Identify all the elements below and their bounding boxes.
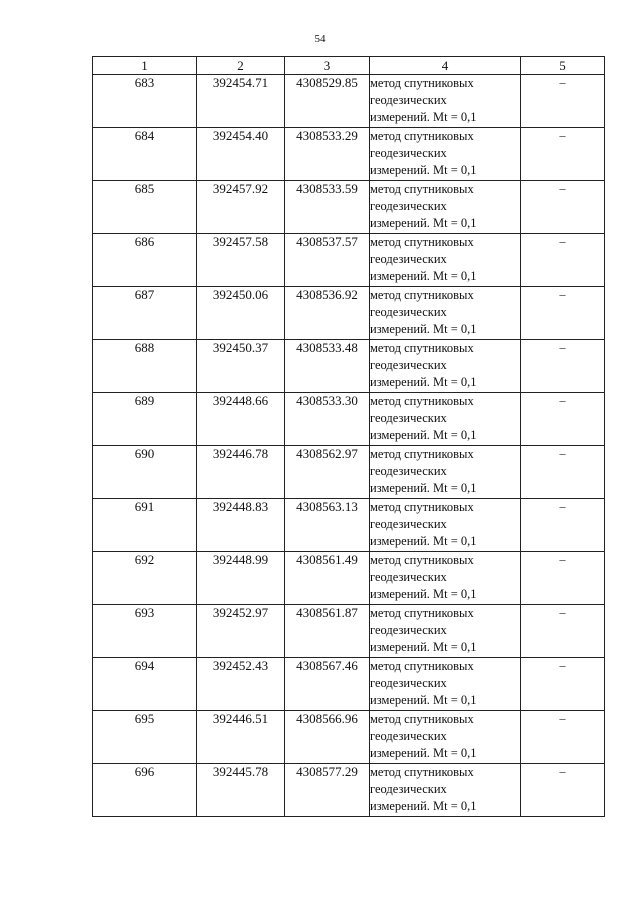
header-col-3: 3	[285, 57, 370, 75]
table-row	[93, 764, 605, 817]
method-cell	[370, 499, 521, 552]
method-cell	[370, 234, 521, 287]
note-cell: –	[521, 764, 605, 817]
method-line: метод спутниковых	[370, 182, 474, 196]
x-coordinate-cell: 392445.78	[197, 764, 285, 817]
method-cell	[370, 711, 521, 764]
y-coordinate-cell: 4308529.85	[285, 75, 370, 128]
note-cell: –	[521, 499, 605, 552]
method-line: метод спутниковых	[370, 500, 474, 514]
page-number: 54	[314, 33, 326, 45]
method-line: метод спутниковых	[370, 235, 474, 249]
y-coordinate-cell: 4308533.29	[285, 128, 370, 181]
table-row	[93, 658, 605, 711]
method-line: метод спутниковых	[370, 288, 474, 302]
method-line: метод спутниковых	[370, 712, 474, 726]
method-cell	[370, 764, 521, 817]
y-coordinate-cell: 4308561.49	[285, 552, 370, 605]
y-coordinate-cell: 4308537.57	[285, 234, 370, 287]
point-number-cell: 689	[93, 393, 197, 446]
method-line: геодезических	[370, 305, 447, 319]
x-coordinate-cell: 392450.37	[197, 340, 285, 393]
note-cell: –	[521, 287, 605, 340]
header-col-2: 2	[197, 57, 285, 75]
method-cell	[370, 340, 521, 393]
method-line: геодезических	[370, 411, 447, 425]
table-row	[93, 128, 605, 181]
note-cell: –	[521, 393, 605, 446]
method-line: геодезических	[370, 464, 447, 478]
method-cell	[370, 658, 521, 711]
table-row	[93, 711, 605, 764]
header-col-4: 4	[370, 57, 521, 75]
table-row	[93, 499, 605, 552]
method-line: измерений. Mt = 0,1	[370, 640, 477, 654]
method-line: геодезических	[370, 570, 447, 584]
x-coordinate-cell: 392448.83	[197, 499, 285, 552]
method-cell	[370, 446, 521, 499]
x-coordinate-cell: 392454.40	[197, 128, 285, 181]
method-line: метод спутниковых	[370, 765, 474, 779]
point-number-cell: 692	[93, 552, 197, 605]
method-line: геодезических	[370, 517, 447, 531]
table-row	[93, 446, 605, 499]
method-line: геодезических	[370, 146, 447, 160]
note-cell: –	[521, 181, 605, 234]
coordinates-table	[92, 56, 605, 817]
method-line: метод спутниковых	[370, 129, 474, 143]
method-line: измерений. Mt = 0,1	[370, 110, 477, 124]
table-row	[93, 552, 605, 605]
method-line: измерений. Mt = 0,1	[370, 322, 477, 336]
method-line: измерений. Mt = 0,1	[370, 746, 477, 760]
note-cell: –	[521, 75, 605, 128]
method-line: метод спутниковых	[370, 341, 474, 355]
table-row	[93, 340, 605, 393]
y-coordinate-cell: 4308567.46	[285, 658, 370, 711]
y-coordinate-cell: 4308577.29	[285, 764, 370, 817]
method-line: геодезических	[370, 93, 447, 107]
point-number-cell: 696	[93, 764, 197, 817]
method-line: измерений. Mt = 0,1	[370, 269, 477, 283]
method-cell	[370, 393, 521, 446]
point-number-cell: 695	[93, 711, 197, 764]
method-line: измерений. Mt = 0,1	[370, 799, 477, 813]
x-coordinate-cell: 392446.78	[197, 446, 285, 499]
method-line: метод спутниковых	[370, 606, 474, 620]
point-number-cell: 690	[93, 446, 197, 499]
method-line: геодезических	[370, 199, 447, 213]
method-line: измерений. Mt = 0,1	[370, 163, 477, 177]
method-line: метод спутниковых	[370, 659, 474, 673]
method-line: геодезических	[370, 676, 447, 690]
table-header-row	[93, 57, 605, 75]
x-coordinate-cell: 392448.66	[197, 393, 285, 446]
method-line: метод спутниковых	[370, 447, 474, 461]
x-coordinate-cell: 392457.92	[197, 181, 285, 234]
table-row	[93, 287, 605, 340]
point-number-cell: 688	[93, 340, 197, 393]
header-col-5: 5	[521, 57, 605, 75]
note-cell: –	[521, 658, 605, 711]
method-cell	[370, 287, 521, 340]
method-cell	[370, 75, 521, 128]
method-line: измерений. Mt = 0,1	[370, 693, 477, 707]
note-cell: –	[521, 552, 605, 605]
method-line: геодезических	[370, 623, 447, 637]
y-coordinate-cell: 4308533.59	[285, 181, 370, 234]
y-coordinate-cell: 4308533.48	[285, 340, 370, 393]
method-line: измерений. Mt = 0,1	[370, 428, 477, 442]
table-row	[93, 181, 605, 234]
method-line: измерений. Mt = 0,1	[370, 534, 477, 548]
method-line: измерений. Mt = 0,1	[370, 375, 477, 389]
method-cell	[370, 181, 521, 234]
y-coordinate-cell: 4308562.97	[285, 446, 370, 499]
y-coordinate-cell: 4308533.30	[285, 393, 370, 446]
point-number-cell: 684	[93, 128, 197, 181]
y-coordinate-cell: 4308561.87	[285, 605, 370, 658]
x-coordinate-cell: 392450.06	[197, 287, 285, 340]
method-line: геодезических	[370, 252, 447, 266]
table-row	[93, 605, 605, 658]
note-cell: –	[521, 234, 605, 287]
method-line: измерений. Mt = 0,1	[370, 481, 477, 495]
y-coordinate-cell: 4308563.13	[285, 499, 370, 552]
point-number-cell: 694	[93, 658, 197, 711]
method-line: метод спутниковых	[370, 553, 474, 567]
point-number-cell: 686	[93, 234, 197, 287]
x-coordinate-cell: 392446.51	[197, 711, 285, 764]
note-cell: –	[521, 605, 605, 658]
y-coordinate-cell: 4308536.92	[285, 287, 370, 340]
point-number-cell: 691	[93, 499, 197, 552]
table-header	[93, 57, 605, 75]
method-line: геодезических	[370, 358, 447, 372]
point-number-cell: 683	[93, 75, 197, 128]
method-line: измерений. Mt = 0,1	[370, 216, 477, 230]
method-line: измерений. Mt = 0,1	[370, 587, 477, 601]
point-number-cell: 693	[93, 605, 197, 658]
table-row	[93, 393, 605, 446]
note-cell: –	[521, 340, 605, 393]
method-cell	[370, 552, 521, 605]
x-coordinate-cell: 392454.71	[197, 75, 285, 128]
x-coordinate-cell: 392452.97	[197, 605, 285, 658]
table-body	[93, 75, 605, 817]
method-line: геодезических	[370, 729, 447, 743]
note-cell: –	[521, 128, 605, 181]
method-line: геодезических	[370, 782, 447, 796]
x-coordinate-cell: 392448.99	[197, 552, 285, 605]
point-number-cell: 687	[93, 287, 197, 340]
y-coordinate-cell: 4308566.96	[285, 711, 370, 764]
x-coordinate-cell: 392452.43	[197, 658, 285, 711]
x-coordinate-cell: 392457.58	[197, 234, 285, 287]
method-line: метод спутниковых	[370, 76, 474, 90]
table-row	[93, 75, 605, 128]
method-line: метод спутниковых	[370, 394, 474, 408]
note-cell: –	[521, 711, 605, 764]
method-cell	[370, 128, 521, 181]
note-cell: –	[521, 446, 605, 499]
header-col-1: 1	[93, 57, 197, 75]
point-number-cell: 685	[93, 181, 197, 234]
method-cell	[370, 605, 521, 658]
table-row	[93, 234, 605, 287]
